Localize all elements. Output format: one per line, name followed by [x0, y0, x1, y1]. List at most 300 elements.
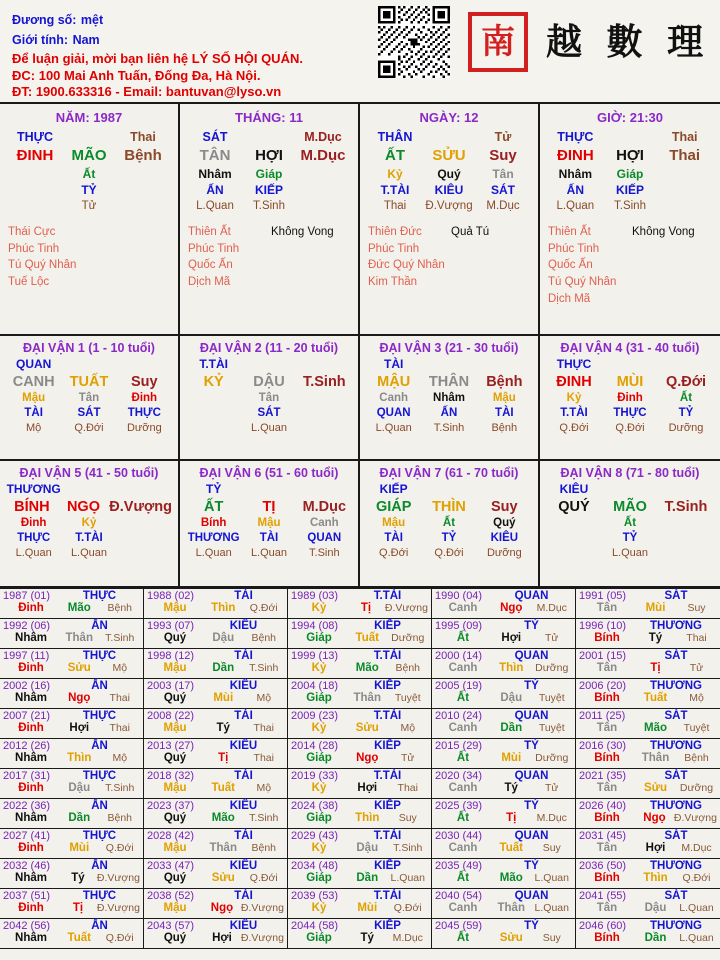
year-branch: Thìn [499, 662, 524, 674]
year-branch: Thân [497, 902, 525, 914]
year-stem: Canh [448, 662, 478, 674]
year-ten-god: TÀI [234, 890, 253, 902]
year-stem: Mậu [163, 662, 187, 674]
daivan-row [366, 373, 532, 392]
year-cell-bottom [291, 932, 428, 944]
year-cell-top [435, 740, 572, 752]
daivan-cell-item: THƯƠNG [187, 532, 240, 545]
year-cell-top [147, 620, 284, 632]
year-stem: Kỷ [311, 662, 327, 674]
year-ten-god: KIẾP [374, 800, 401, 812]
daivan-row [6, 516, 172, 531]
year-cell-bottom [147, 842, 284, 854]
year-cell[interactable] [432, 799, 576, 829]
branding-block [370, 0, 720, 78]
year-life-stage: Đ.Vượng [673, 812, 717, 824]
pillar-cell [657, 166, 712, 182]
year-cell-bottom [579, 842, 717, 854]
daivan-cell-item: TỶ [622, 532, 638, 545]
year-cell[interactable] [432, 889, 576, 919]
year-cell[interactable] [576, 619, 720, 649]
year-cell[interactable] [288, 739, 432, 769]
year-cell-bottom [147, 932, 284, 944]
year-ten-god: TÀI [234, 830, 253, 842]
pillar-cell: SÁT [202, 130, 228, 144]
year-branch: Sửu [67, 662, 91, 674]
year-life-stage: Tử [689, 662, 704, 674]
year-cell[interactable] [432, 859, 576, 889]
year-cell[interactable] [144, 889, 288, 919]
daivan-cell-item: T.Sinh [302, 373, 346, 390]
daivan-cell-item: L.Quan [250, 547, 288, 560]
year-branch: Sửu [355, 722, 379, 734]
daivan-cell-item: ĐINH [556, 373, 592, 390]
year-cell[interactable] [288, 829, 432, 859]
year-stem: Canh [448, 902, 478, 914]
year-life-stage: Q.Đới [249, 872, 278, 884]
daivan-cell-item: KIẾP [379, 482, 408, 496]
year-branch: Tý [648, 632, 663, 644]
year-cell[interactable] [0, 589, 144, 619]
year-cell[interactable] [288, 649, 432, 679]
pillar-cell: Thai [669, 146, 701, 164]
year-ten-god: KIẾP [374, 860, 401, 872]
year-cell-top [579, 800, 717, 812]
year-label: 2013 (27) [147, 740, 195, 752]
daivan-cell-8[interactable] [540, 461, 720, 586]
year-cell[interactable] [288, 799, 432, 829]
year-branch: Mùi [357, 902, 378, 914]
year-cell-bottom [291, 722, 428, 734]
year-ten-god: SÁT [664, 830, 688, 842]
pillar-cell: Thai [130, 130, 156, 144]
daivan-cell-item: Suy [131, 373, 158, 390]
year-life-stage: Bệnh [251, 632, 277, 644]
year-cell[interactable] [144, 679, 288, 709]
daivan-cell-item: Đ.Vượng [109, 498, 172, 515]
year-branch: Ngọ [210, 902, 234, 914]
year-cell-top [147, 830, 284, 842]
daivan-cell-3[interactable] [360, 336, 540, 461]
year-ten-god: TÀI [234, 770, 253, 782]
daivan-cell-item: SÁT [77, 407, 101, 420]
year-stem: Quý [163, 812, 187, 824]
year-cell[interactable] [576, 859, 720, 889]
year-label: 1990 (04) [435, 590, 483, 602]
year-cell-top [3, 620, 140, 632]
year-cell[interactable] [0, 709, 144, 739]
year-stem: Đinh [18, 842, 44, 854]
year-life-stage: Tuyệt [683, 722, 710, 734]
year-cell[interactable] [144, 859, 288, 889]
year-stem: Kỷ [311, 722, 327, 734]
year-label: 1992 (06) [3, 620, 51, 632]
year-cell[interactable] [144, 769, 288, 799]
year-cell[interactable] [144, 649, 288, 679]
pillar-1 [0, 104, 180, 334]
year-stem: Bính [594, 872, 620, 884]
year-cell[interactable] [288, 919, 432, 949]
pillar-cell: Tân [492, 167, 514, 182]
daivan-cell-item: Q.Đới [379, 547, 409, 560]
year-ten-god: KIẾP [374, 920, 401, 932]
year-cell[interactable] [144, 709, 288, 739]
year-cell[interactable] [288, 589, 432, 619]
daivan-row [366, 531, 532, 546]
year-label: 2014 (28) [291, 740, 339, 752]
daivan-row [186, 482, 352, 498]
year-cell-top [291, 680, 428, 692]
year-label: 1987 (01) [3, 590, 51, 602]
year-cell[interactable] [576, 709, 720, 739]
year-branch: Thìn [211, 602, 236, 614]
subject-gender-line [12, 30, 370, 50]
year-label: 2015 (29) [435, 740, 483, 752]
year-label: 2046 (60) [579, 920, 627, 932]
daivan-cell-item [658, 546, 714, 560]
year-cell[interactable] [0, 829, 144, 859]
pillar-cell [8, 182, 62, 198]
pillar-cell: T.Sinh [614, 199, 646, 212]
daivan-cell-item: Dưỡng [668, 422, 704, 435]
year-cell-bottom [3, 602, 140, 614]
year-cell[interactable] [576, 919, 720, 949]
year-cell-bottom [579, 872, 717, 884]
pillar-star-list [188, 224, 350, 291]
year-branch: Dậu [212, 632, 235, 644]
year-cell-top [435, 800, 572, 812]
year-life-stage: T.Sinh [393, 842, 423, 854]
year-stem: Mậu [163, 782, 187, 794]
daivan-cell-item: TÀI [384, 532, 403, 545]
daivan-cell-item [117, 531, 172, 546]
daivan-row [186, 357, 352, 373]
daivan-row [6, 357, 172, 373]
pillar-cell: Suy [489, 146, 517, 164]
year-branch: Tị [506, 812, 517, 824]
year-life-stage: Dưỡng [535, 662, 569, 674]
year-cell[interactable] [576, 829, 720, 859]
year-label: 2001 (15) [579, 650, 627, 662]
daivan-cell-2[interactable] [180, 336, 360, 461]
year-cell-bottom [3, 842, 140, 854]
pillar-row-4 [548, 182, 712, 198]
year-life-stage: Mộ [689, 692, 704, 704]
year-cell[interactable] [576, 889, 720, 919]
year-cell[interactable] [0, 649, 144, 679]
pillar-row-1 [368, 129, 530, 146]
year-label: 2023 (37) [147, 800, 195, 812]
daivan-cell-item [117, 516, 172, 531]
star-tag: Quốc Ấn [548, 259, 593, 272]
year-branch: Hợi [645, 842, 666, 854]
daivan-cell-item: MÃO [613, 498, 647, 515]
pillar-row-4 [188, 182, 350, 198]
year-cell[interactable] [288, 889, 432, 919]
subject-gender-label: Giới tính: [12, 33, 69, 48]
pillar-cell: KIẾP [254, 183, 283, 198]
pillar-cell: Giáp [616, 167, 644, 182]
year-label: 2040 (54) [435, 890, 483, 902]
year-cell-bottom [3, 872, 140, 884]
year-cell[interactable] [576, 649, 720, 679]
daivan-cell-1[interactable] [0, 336, 180, 461]
pillar-cell: Đ.Vượng [425, 199, 473, 212]
year-label: 2044 (58) [291, 920, 339, 932]
daivan-cell-item [421, 482, 476, 498]
year-cell-top [579, 860, 717, 872]
year-cell[interactable] [0, 619, 144, 649]
daivan-cell-item: KỶ [203, 373, 224, 390]
year-label: 2009 (23) [291, 710, 339, 722]
daivan-cell-item: NGỌ [66, 498, 100, 515]
year-ten-god: SÁT [664, 770, 688, 782]
qr-code-icon[interactable] [378, 6, 450, 78]
daivan-title: ĐẠI VẬN 3 (21 - 30 tuổi) [379, 341, 519, 355]
daivan-cell-item: Bệnh [486, 373, 523, 390]
year-cell[interactable] [144, 799, 288, 829]
year-cell[interactable] [0, 769, 144, 799]
pillar-cell: Ất [82, 167, 96, 182]
pillar-row-1 [8, 129, 170, 146]
year-branch: Hợi [357, 782, 378, 794]
year-cell[interactable] [432, 829, 576, 859]
year-stem: Kỷ [311, 902, 327, 914]
year-cell[interactable] [0, 889, 144, 919]
year-branch: Dần [68, 812, 91, 824]
year-life-stage: Thai [686, 632, 707, 644]
year-life-stage: Dưỡng [391, 632, 425, 644]
subject-name-line [12, 10, 370, 30]
year-cell[interactable] [576, 589, 720, 619]
pillar-cell [62, 129, 116, 146]
year-cell[interactable] [0, 919, 144, 949]
pillar-cell: THÂN [377, 130, 413, 144]
year-branch: Tuất [211, 782, 235, 794]
year-ten-god: THỰC [82, 590, 117, 602]
year-cell[interactable] [288, 859, 432, 889]
year-cell[interactable] [0, 739, 144, 769]
year-life-stage: Thai [397, 782, 418, 794]
daivan-cell-item: Mậu [492, 392, 516, 405]
year-life-stage: Suy [687, 602, 706, 614]
year-branch: Mùi [69, 842, 90, 854]
year-stem: Quý [163, 752, 187, 764]
year-cell-top [579, 620, 717, 632]
subject-info-block [0, 0, 370, 101]
daivan-cell-item [658, 482, 714, 498]
year-stem: Đinh [18, 782, 44, 794]
year-ten-god: KIÊU [229, 860, 258, 872]
page-header [0, 0, 720, 104]
year-cell-top [3, 890, 140, 902]
year-cell[interactable] [0, 799, 144, 829]
pillar-cell: SÁT [491, 183, 515, 198]
pillar-cell: MÃO [71, 146, 107, 164]
year-cell-top [3, 800, 140, 812]
year-cell-top [435, 860, 572, 872]
year-label: 1991 (05) [579, 590, 627, 602]
year-cell-top [579, 920, 717, 932]
year-stem: Giáp [306, 872, 332, 884]
year-cell[interactable] [576, 769, 720, 799]
year-branch: Dậu [500, 692, 523, 704]
year-cell[interactable] [576, 739, 720, 769]
year-cell-top [435, 590, 572, 602]
daivan-cell-item: Canh [379, 392, 409, 405]
year-stem: Mậu [163, 842, 187, 854]
year-cell[interactable] [432, 919, 576, 949]
year-cell[interactable] [432, 769, 576, 799]
year-cell[interactable] [144, 919, 288, 949]
year-cell-top [3, 590, 140, 602]
star-col-left [8, 224, 87, 291]
year-cell[interactable] [0, 679, 144, 709]
daivan-title: ĐẠI VẬN 1 (1 - 10 tuổi) [23, 341, 155, 355]
year-life-stage: L.Quan [534, 902, 569, 914]
year-label: 2041 (55) [579, 890, 627, 902]
year-ten-god: QUAN [514, 710, 549, 722]
year-cell[interactable] [432, 739, 576, 769]
year-ten-god: SÁT [664, 590, 688, 602]
year-stem: Kỷ [311, 602, 327, 614]
daivan-row [546, 421, 714, 435]
year-cell-bottom [435, 842, 572, 854]
year-cell[interactable] [144, 829, 288, 859]
year-branch: Tý [360, 932, 374, 944]
daivan-cell-item [241, 482, 296, 498]
year-life-stage: Mộ [112, 662, 128, 674]
subject-name-label: Đương số: [12, 13, 77, 27]
year-cell-bottom [435, 812, 572, 824]
year-label: 2043 (57) [147, 920, 195, 932]
year-cell-bottom [291, 902, 428, 914]
year-stem: Giáp [306, 632, 332, 644]
year-cell[interactable] [432, 619, 576, 649]
year-label: 2039 (53) [291, 890, 339, 902]
daivan-row [546, 357, 714, 373]
year-life-stage: Q.Đới [105, 842, 134, 854]
daivan-cell-item [186, 406, 241, 421]
year-cell-bottom [147, 692, 284, 704]
year-cell-bottom [291, 782, 428, 794]
daivan-row [186, 498, 352, 517]
year-cell-bottom [147, 662, 284, 674]
pillar-cell: T.Sinh [253, 199, 285, 212]
daivan-cell-item: TỶ [205, 482, 222, 496]
year-life-stage: Thai [253, 722, 274, 734]
year-branch: Tuất [499, 842, 523, 854]
daivan-row [186, 406, 352, 421]
year-ten-god: QUAN [514, 830, 549, 842]
daivan-row [546, 482, 714, 498]
year-label: 2037 (51) [3, 890, 51, 902]
daivan-cell-item: L.Quan [15, 547, 52, 560]
subject-gender-value: Nam [72, 33, 100, 48]
year-cell[interactable] [432, 709, 576, 739]
year-cell[interactable] [288, 769, 432, 799]
star-tag: Thiên Ất [188, 226, 231, 239]
star-tag: Không Vong [271, 226, 334, 239]
year-cell-top [579, 890, 717, 902]
year-stem: Nhâm [15, 932, 47, 944]
year-cell-top [291, 830, 428, 842]
year-cell-bottom [3, 692, 140, 704]
year-cell-bottom [579, 602, 717, 614]
year-cell[interactable] [432, 649, 576, 679]
daivan-cell-7[interactable] [360, 461, 540, 586]
year-ten-god: TỶ [524, 920, 539, 932]
year-cell[interactable] [288, 679, 432, 709]
daivan-cell-6[interactable] [180, 461, 360, 586]
pillar-cell: HỢI [255, 146, 283, 164]
daivan-cell-item [477, 482, 532, 498]
year-cell[interactable] [288, 709, 432, 739]
daivan-cell-item: Ất [679, 392, 693, 405]
year-stem: Đinh [18, 662, 44, 674]
year-branch: Tý [216, 722, 230, 734]
year-cell[interactable] [576, 799, 720, 829]
daivan-row [366, 357, 532, 373]
year-stem: Canh [448, 782, 478, 794]
daivan-cell-5[interactable] [0, 461, 180, 586]
pillar-cell: Bệnh [124, 146, 162, 164]
year-cell[interactable] [144, 589, 288, 619]
year-cell-bottom [3, 752, 140, 764]
year-stem: Đinh [18, 722, 44, 734]
year-cell[interactable] [432, 589, 576, 619]
year-label: 1989 (03) [291, 590, 339, 602]
year-cell[interactable] [0, 859, 144, 889]
year-branch: Sửu [643, 782, 668, 794]
year-stem: Quý [163, 632, 187, 644]
star-tag: Dịch Mã [188, 276, 231, 289]
year-life-stage: L.Quan [679, 932, 714, 944]
year-stem: Tân [596, 782, 618, 794]
year-ten-god: THỰC [82, 650, 117, 662]
year-cell[interactable] [288, 619, 432, 649]
daivan-cell-4[interactable] [540, 336, 720, 461]
year-life-stage: Tuyệt [394, 692, 421, 704]
pillar-cell: L.Quan [196, 199, 234, 212]
year-branch: Thìn [67, 752, 92, 764]
year-cell-bottom [147, 872, 284, 884]
year-label: 2033 (47) [147, 860, 195, 872]
year-life-stage: Suy [542, 932, 561, 944]
daivan-row [366, 482, 532, 498]
year-cell[interactable] [576, 679, 720, 709]
pillar-cell [422, 129, 476, 146]
year-cell-bottom [291, 632, 428, 644]
star-tag: Tú Quý Nhân [8, 259, 77, 272]
year-cell-bottom [3, 932, 140, 944]
pillar-cell [8, 199, 62, 215]
year-ten-god: KIÊU [229, 620, 258, 632]
year-branch: Tị [650, 662, 661, 674]
daivan-cell-item: Canh [309, 517, 339, 530]
star-tag: Đức Quý Nhân [368, 259, 445, 272]
year-cell-bottom [147, 602, 284, 614]
year-stem: Kỷ [311, 842, 327, 854]
year-cell[interactable] [432, 679, 576, 709]
pillar-star-list [548, 224, 712, 307]
year-cell-bottom [3, 782, 140, 794]
daivan-cell-item: Mậu [22, 392, 46, 405]
daivan-row [546, 406, 714, 421]
year-cell[interactable] [144, 619, 288, 649]
year-cell[interactable] [144, 739, 288, 769]
daivan-cell-item: Q.Đới [559, 422, 589, 435]
